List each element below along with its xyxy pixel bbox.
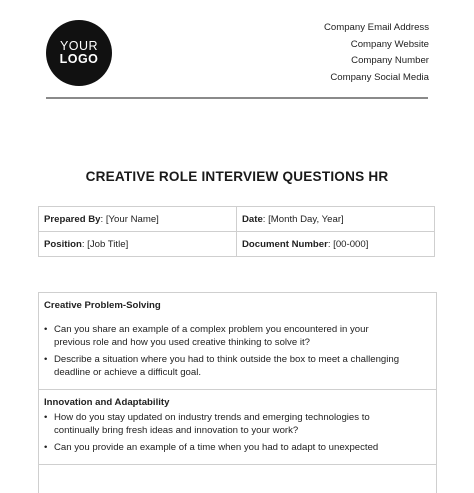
question-line: Can you share an example of a complex problem you encountered in your	[54, 324, 369, 335]
date-value: : [Month Day, Year]	[262, 213, 344, 225]
question-line: How do you stay updated on industry trends and emerging technologies to	[54, 412, 370, 423]
question-text	[54, 353, 399, 379]
section-heading: Innovation and Adaptability	[44, 397, 170, 408]
document-title: CREATIVE ROLE INTERVIEW QUESTIONS HR	[85, 169, 389, 184]
bullet-icon: •	[44, 442, 48, 453]
questions-box	[38, 292, 437, 493]
prepared-by-cell	[39, 207, 237, 232]
prepared-by-label: Prepared By	[44, 213, 101, 225]
company-contact-block	[324, 20, 429, 86]
company-logo	[46, 20, 112, 86]
question-line: Describe a situation where you had to think outside the box to meet a challenging	[54, 354, 400, 365]
logo-text-top: YOUR	[59, 38, 99, 53]
section-creative-problem-solving	[39, 293, 436, 390]
question-item	[44, 323, 431, 349]
question-line: deadline or achieve a difficult goal.	[54, 367, 202, 378]
company-email: Company Email Address	[323, 22, 429, 33]
document-number-cell	[237, 232, 435, 257]
document-info-table	[38, 206, 435, 257]
company-website: Company Website	[350, 38, 429, 50]
question-line: previous role and how you used creative thinking to solve it?	[54, 337, 310, 348]
document-number-label: Document Number	[242, 238, 328, 250]
question-line: continually bring fresh ideas and innovation to your work?	[54, 425, 299, 436]
question-item	[44, 441, 431, 454]
question-text	[54, 323, 369, 349]
section-innovation-adaptability	[39, 390, 436, 465]
question-text	[54, 411, 370, 437]
info-row	[39, 207, 435, 232]
prepared-by-value: : [Your Name]	[100, 213, 159, 225]
bullet-icon: •	[44, 324, 48, 335]
document-number-value: : [00-000]	[327, 238, 369, 250]
bullet-icon: •	[44, 354, 48, 365]
question-text	[54, 441, 378, 454]
question-line: Can you provide an example of a time when you had to adapt to unexpected	[54, 442, 379, 453]
position-cell	[39, 232, 237, 257]
date-label: Date	[242, 213, 263, 225]
position-label: Position	[44, 238, 82, 250]
info-row	[39, 232, 435, 257]
logo-text-bottom: LOGO	[59, 52, 99, 66]
position-value: : [Job Title]	[81, 238, 129, 250]
bullet-icon: •	[44, 412, 48, 423]
date-cell	[237, 207, 435, 232]
section-heading: Creative Problem-Solving	[44, 300, 161, 311]
company-number: Company Number	[351, 55, 429, 67]
question-item	[44, 411, 431, 437]
header-divider	[46, 97, 428, 99]
question-item	[44, 353, 431, 379]
company-social-media: Company Social Media	[330, 71, 429, 83]
